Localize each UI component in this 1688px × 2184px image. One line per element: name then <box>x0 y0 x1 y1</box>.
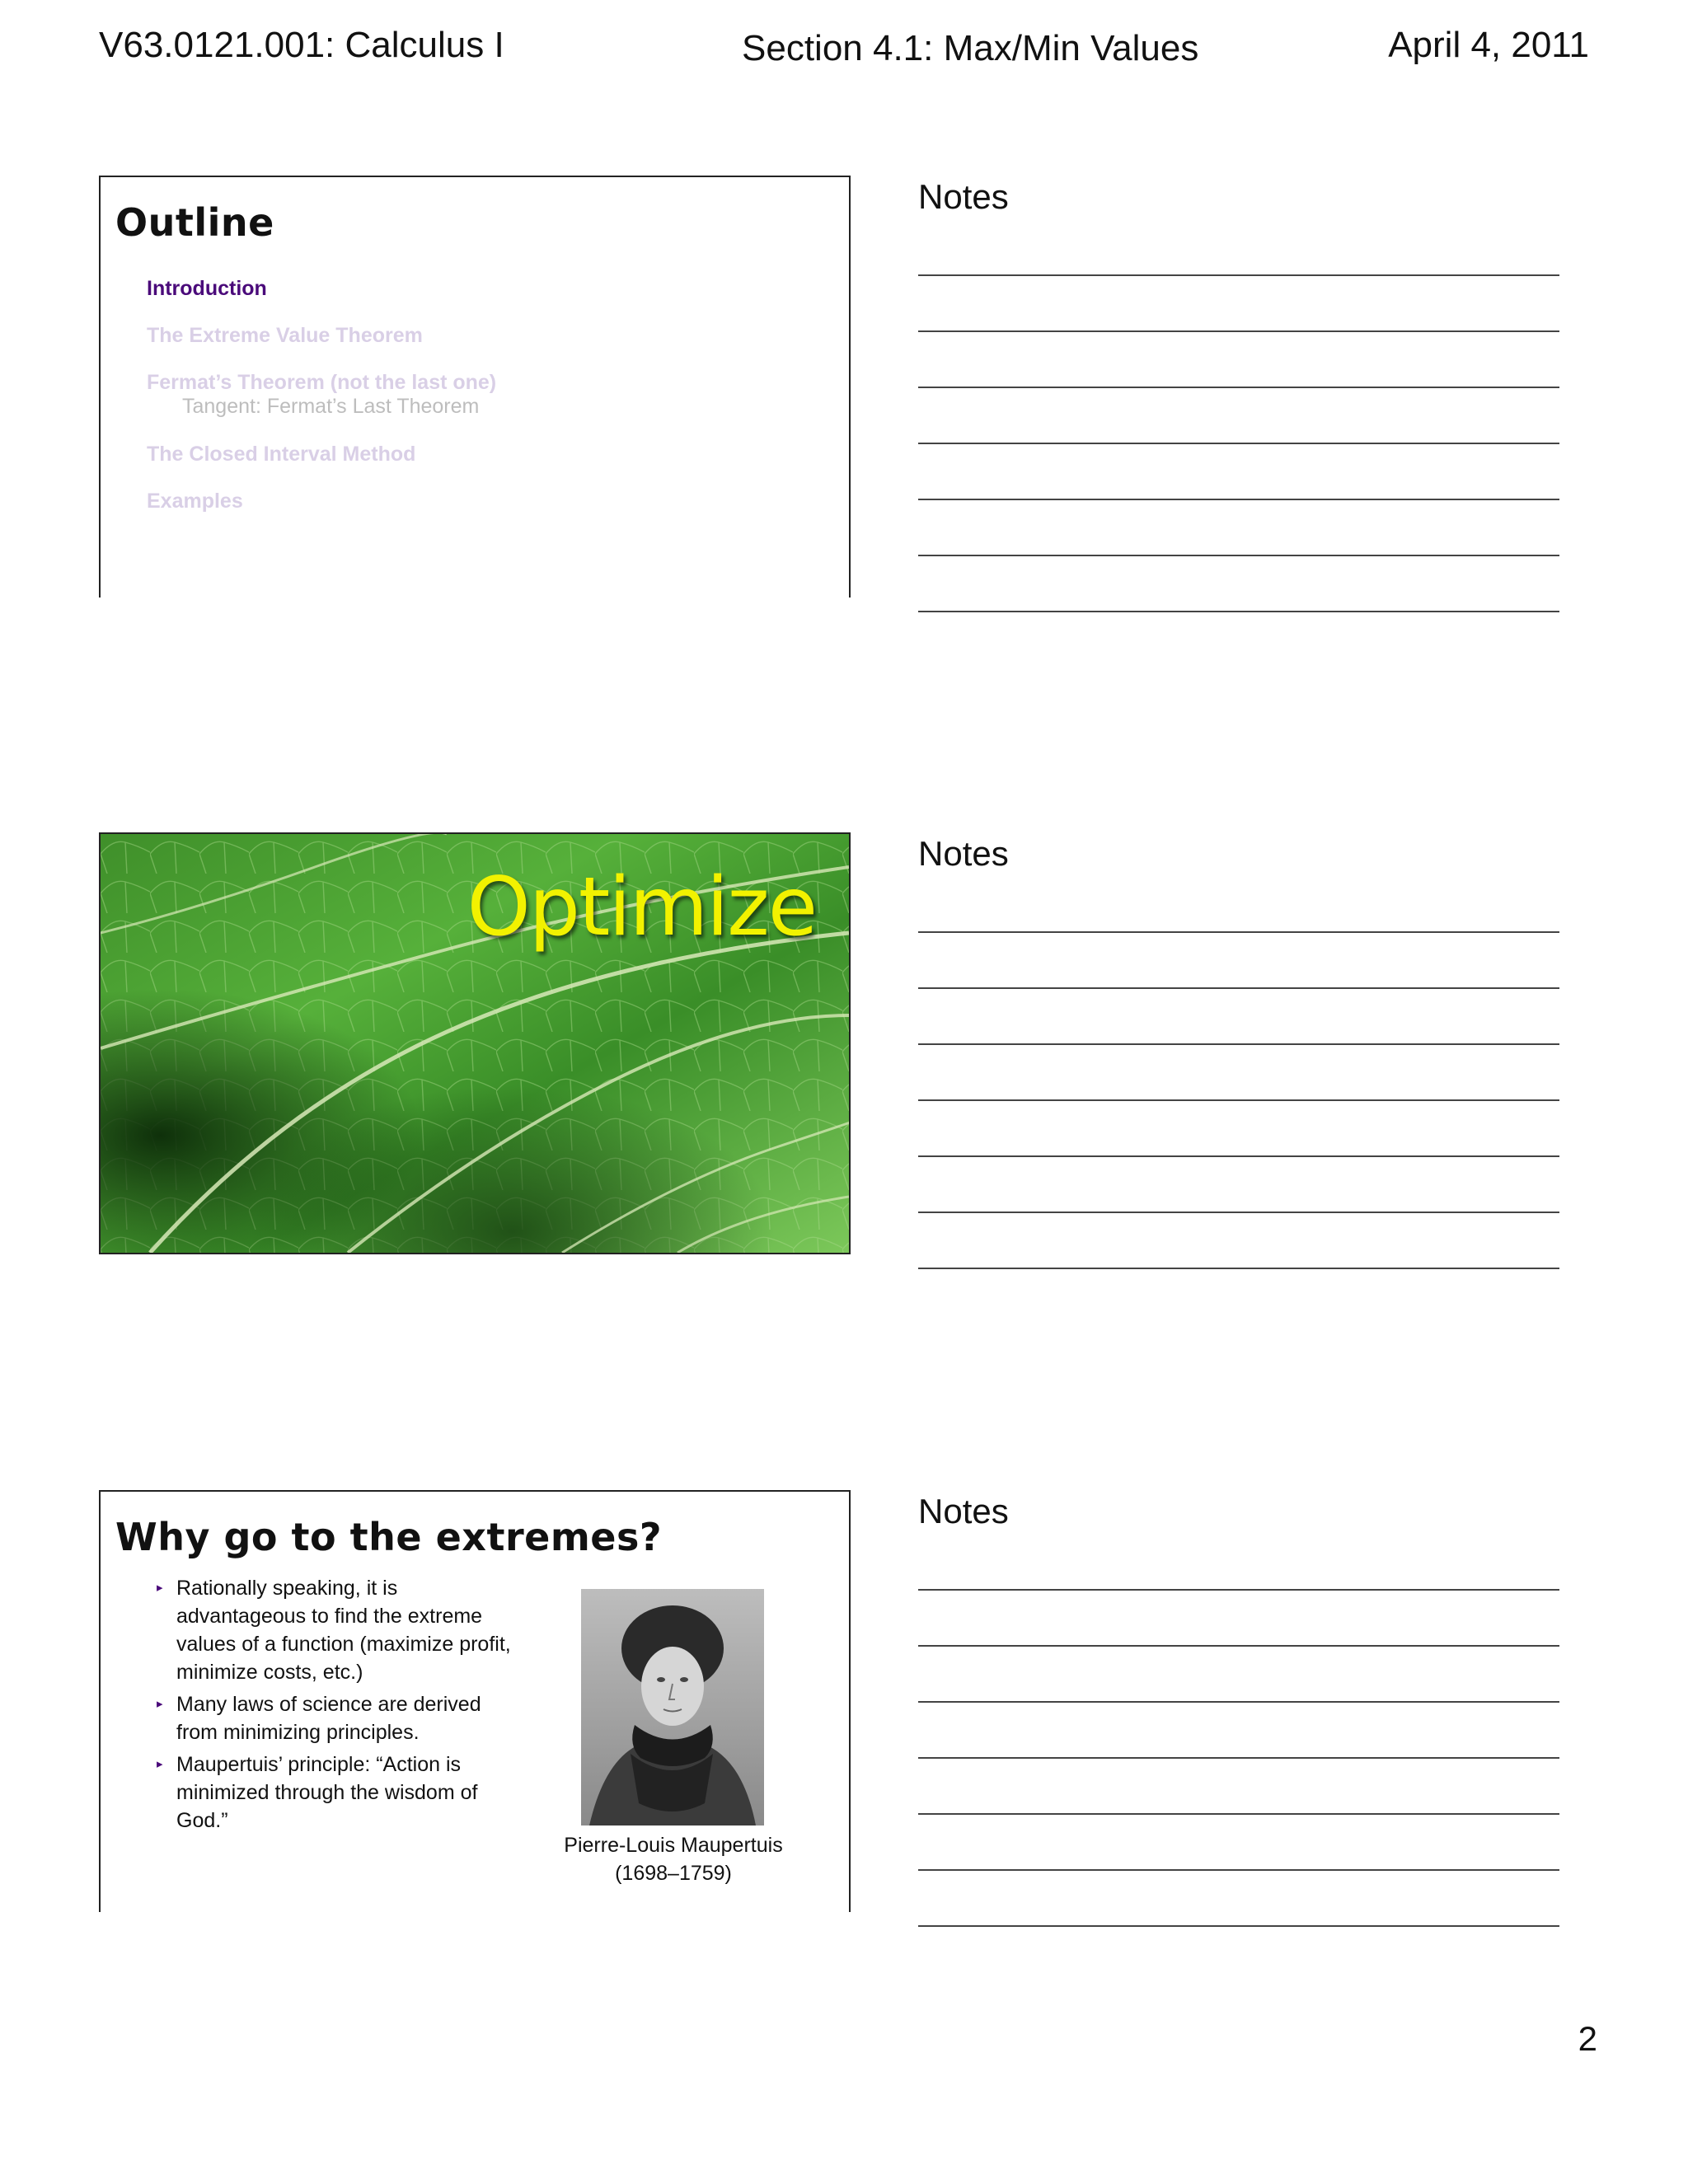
note-line[interactable] <box>918 230 1559 276</box>
note-line[interactable] <box>918 1871 1559 1927</box>
slide-why-extremes <box>99 1490 851 1912</box>
outline-list <box>147 276 496 536</box>
note-line[interactable] <box>918 1101 1559 1157</box>
note-line[interactable] <box>918 1045 1559 1101</box>
note-line[interactable] <box>918 1213 1559 1269</box>
note-line[interactable] <box>918 556 1559 612</box>
note-line[interactable] <box>918 1157 1559 1213</box>
bullet-arrow-icon: ▸ <box>157 1581 163 1595</box>
note-line[interactable] <box>918 388 1559 444</box>
notes-label: Notes <box>918 834 1009 873</box>
outline-item-introduction: Introduction <box>147 277 267 300</box>
note-line[interactable] <box>918 1544 1559 1591</box>
bullet-item: ▸ Maupertuis’ principle: “Action is minimized through the wisdom of God.” <box>157 1750 511 1835</box>
bullet-list <box>157 1574 511 1839</box>
slide-title: Why go to the extremes? <box>115 1515 663 1559</box>
note-line[interactable] <box>918 1815 1559 1871</box>
portrait-caption-name: Pierre-Louis Maupertuis <box>564 1834 783 1857</box>
note-line[interactable] <box>918 276 1559 332</box>
outline-item-fermats-theorem <box>147 370 496 419</box>
bullet-arrow-icon: ▸ <box>157 1757 163 1771</box>
notes-label: Notes <box>918 1492 1009 1530</box>
notes-label: Notes <box>918 177 1009 216</box>
note-line[interactable] <box>918 1647 1559 1703</box>
slide-title: Outline <box>115 200 274 245</box>
note-line[interactable] <box>918 444 1559 500</box>
outline-item-closed-interval-method: The Closed Interval Method <box>147 443 416 466</box>
portrait-caption-years: (1698–1759) <box>615 1862 732 1885</box>
outline-subitem-fermats-last-theorem: Tangent: Fermat’s Last Theorem <box>182 395 480 418</box>
bullet-arrow-icon: ▸ <box>157 1697 163 1711</box>
maupertuis-portrait <box>581 1589 764 1825</box>
outline-item-extreme-value-theorem: The Extreme Value Theorem <box>147 324 423 347</box>
page-number: 2 <box>1578 2019 1597 2058</box>
note-line[interactable] <box>918 887 1559 933</box>
notes-area <box>918 1490 1559 1927</box>
course-title: V63.0121.001: Calculus I <box>99 25 504 65</box>
slide-outline <box>99 176 851 598</box>
outline-item-label: Fermat’s Theorem (not the last one) <box>147 371 497 394</box>
portrait-caption <box>546 1831 801 1887</box>
note-line[interactable] <box>918 1591 1559 1647</box>
slide-optimize <box>99 832 851 1254</box>
note-line[interactable] <box>918 332 1559 388</box>
bullet-item: ▸ Many laws of science are derived from minimizing principles. <box>157 1690 511 1746</box>
note-line[interactable] <box>918 1703 1559 1759</box>
lecture-date: April 4, 2011 <box>1388 25 1589 65</box>
note-line[interactable] <box>918 989 1559 1045</box>
note-line[interactable] <box>918 500 1559 556</box>
note-line[interactable] <box>918 1759 1559 1815</box>
bullet-item: ▸ Rationally speaking, it is advantageous to find the extreme values of a function (maximize profit, minimize costs, etc.) <box>157 1574 511 1686</box>
section-title: Section 4.1: Max/Min Values <box>742 28 1199 68</box>
notes-area <box>918 176 1559 612</box>
outline-item-examples: Examples <box>147 490 243 513</box>
note-line[interactable] <box>918 933 1559 989</box>
optimize-heading: Optimize <box>467 860 816 954</box>
notes-area <box>918 832 1559 1269</box>
